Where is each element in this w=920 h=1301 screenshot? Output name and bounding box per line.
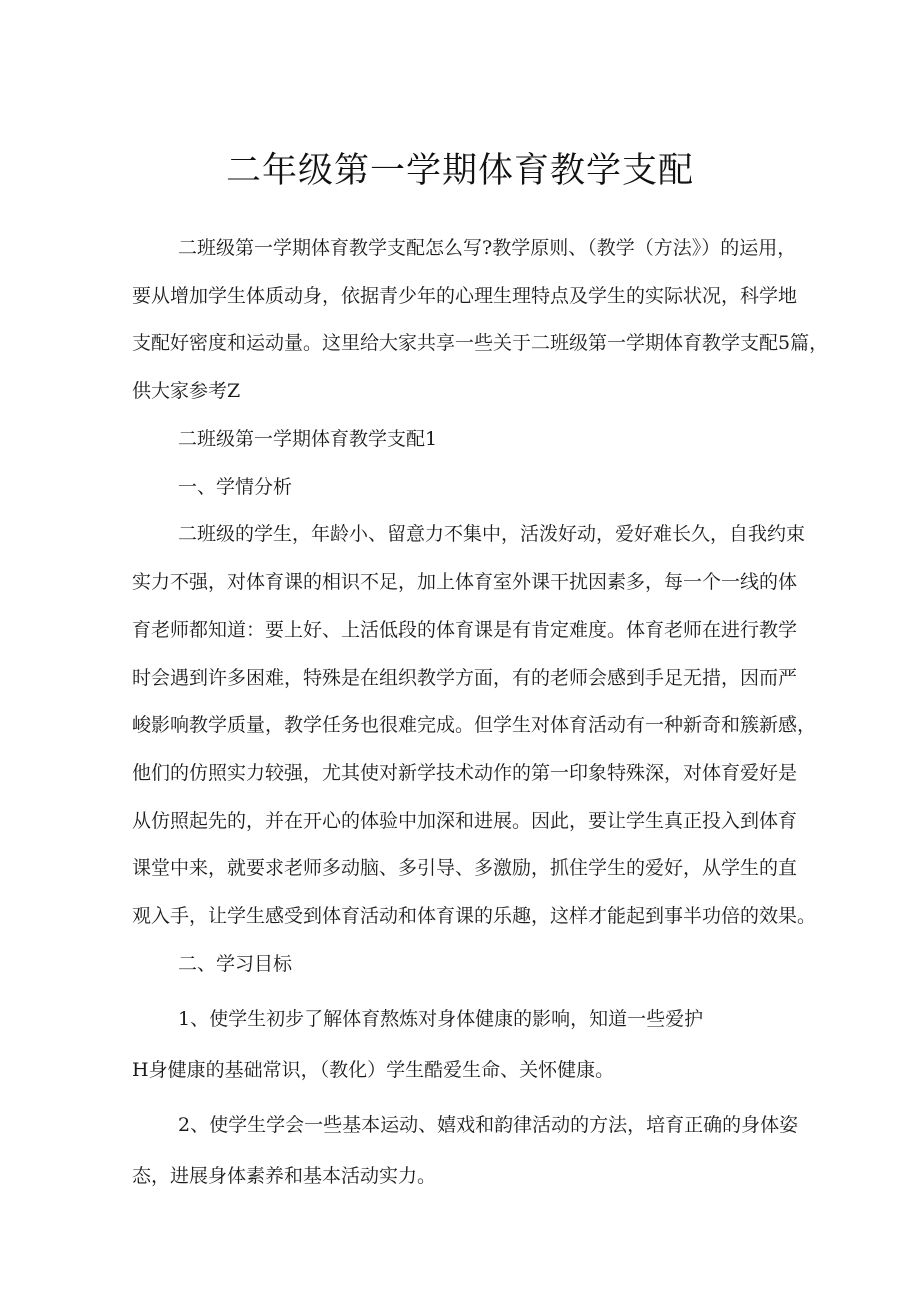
analysis-line-5: 峻影响教学质量，教学任务也很难完成。但学生对体育活动有一种新奇和簇新感， [132,714,817,736]
intro-line-1: 二班级第一学期体育教学支配怎么写?教学原则、（教学（方法》）的运用， [178,237,797,259]
analysis-line-6: 他们的仿照实力较强，尤其使对新学技术动作的第一印象特殊深，对体育爱好是 [132,762,798,784]
document-title: 二年级第一学期体育教学支配 [225,151,694,191]
intro-line-4: 供大家参考Z [132,380,241,402]
intro-line-3: 支配好密度和运动量。这里给大家共享一些关于二班级第一学期体育教学支配5篇， [132,332,829,354]
goal-1-line-1: 1、使学生初步了解体育熬炼对身体健康的影响，知道一些爱护 [178,1008,704,1030]
analysis-line-4: 时会遇到许多困难，特殊是在组织教学方面，有的老师会感到手足无措，因而严 [132,667,798,689]
goal-1-line-2: H身健康的基础常识，（教化）学生酷爱生命、关怀健康。 [132,1059,615,1081]
intro-line-2: 要从增加学生体质动身，依据青少年的心理生理特点及学生的实际状况，科学地 [132,285,798,307]
goal-2-line-2: 态，进展身体素养和基本活动实力。 [132,1165,437,1187]
plan-subtitle: 二班级第一学期体育教学支配1 [178,428,438,450]
analysis-line-9: 观入手，让学生感受到体育活动和体育课的乐趣，这样才能起到事半功倍的效果。 [132,905,817,927]
section-heading-analysis: 一、学情分析 [178,476,293,498]
analysis-line-7: 从仿照起先的，并在开心的体验中加深和进展。因此，要让学生真正投入到体育 [132,810,798,832]
section-heading-goals: 二、学习目标 [178,953,293,975]
analysis-line-3: 育老师都知道：要上好、上活低段的体育课是有肯定难度。体育老师在进行教学 [132,619,798,641]
analysis-line-1: 二班级的学生，年龄小、留意力不集中，活泼好动，爱好难长久，自我约束 [178,523,806,545]
goal-2-line-1: 2、使学生学会一些基本运动、嬉戏和韵律活动的方法，培育正确的身体姿 [178,1114,799,1136]
analysis-line-8: 课堂中来，就要求老师多动脑、多引导、多激励，抓住学生的爱好，从学生的直 [132,857,798,879]
analysis-line-2: 实力不强，对体育课的相识不足，加上体育室外课干扰因素多，每一个一线的体 [132,571,798,593]
